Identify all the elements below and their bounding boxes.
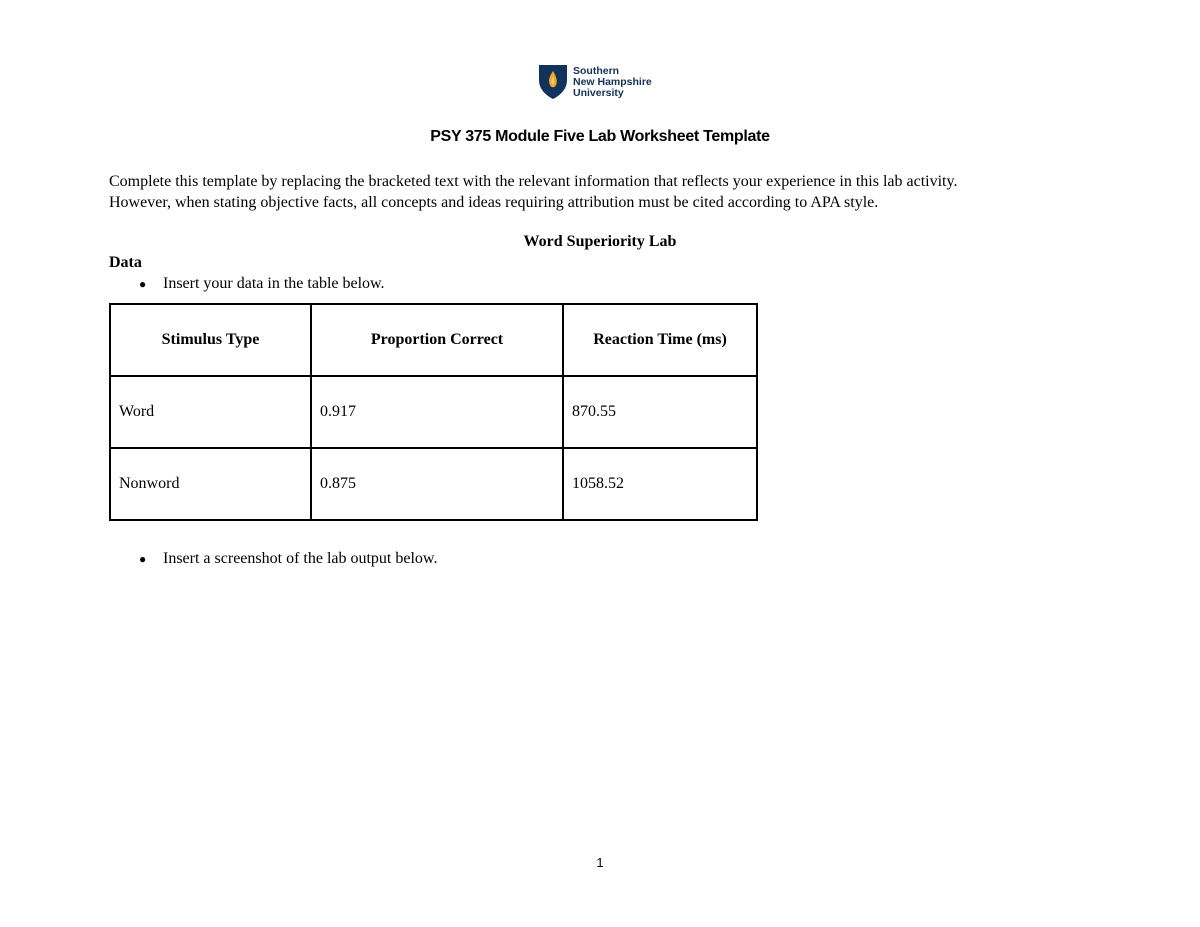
table-cell: Nonword bbox=[110, 448, 311, 520]
lab-title: Word Superiority Lab bbox=[523, 233, 677, 250]
intro-line-1: Complete this template by replacing the bracketed text with the relevant information that reflects your experience in this lab activity. bbox=[109, 173, 958, 190]
intro-paragraph bbox=[109, 171, 1109, 213]
logo-wordmark bbox=[573, 66, 652, 99]
bullet-dot-icon: ● bbox=[139, 276, 147, 291]
document-title: PSY 375 Module Five Lab Worksheet Template bbox=[430, 128, 770, 145]
bullet-dot-icon: ● bbox=[139, 551, 147, 566]
snhu-logo bbox=[538, 64, 652, 100]
bullet-text: Insert your data in the table below. bbox=[163, 275, 385, 292]
table-row bbox=[110, 448, 757, 520]
logo-line-3: University bbox=[573, 86, 624, 99]
bullet-item bbox=[139, 550, 437, 568]
intro-line-2: However, when stating objective facts, all concepts and ideas requiring attribution must be cited according to APA style. bbox=[109, 194, 879, 211]
table-cell: 0.875 bbox=[311, 448, 563, 520]
column-header: Proportion Correct bbox=[311, 304, 563, 376]
column-header: Reaction Time (ms) bbox=[563, 304, 757, 376]
section-heading-data: Data bbox=[109, 254, 142, 271]
table-cell: 0.917 bbox=[311, 376, 563, 448]
table-cell: 1058.52 bbox=[563, 448, 757, 520]
table-cell: Word bbox=[110, 376, 311, 448]
table-row bbox=[110, 376, 757, 448]
table-header-row bbox=[110, 304, 757, 376]
page-number: 1 bbox=[596, 855, 604, 870]
table-cell: 870.55 bbox=[563, 376, 757, 448]
logo-line-2: New Hampshire bbox=[573, 75, 652, 88]
bullet-text: Insert a screenshot of the lab output below. bbox=[163, 550, 438, 567]
logo-line-1: Southern bbox=[573, 64, 620, 77]
shield-flame-icon bbox=[538, 64, 568, 100]
bullet-item bbox=[139, 275, 385, 293]
data-table bbox=[109, 303, 758, 521]
column-header: Stimulus Type bbox=[110, 304, 311, 376]
